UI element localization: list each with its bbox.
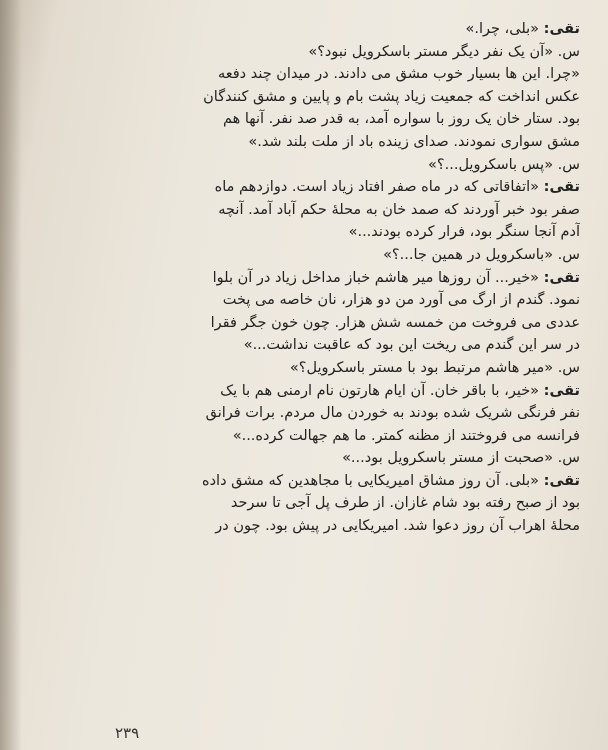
line-text: «بلی. آن روز مشاق امیریکایی با مجاهدین که مشق داده (201, 472, 544, 489)
text-line (80, 18, 580, 41)
text-line (80, 86, 580, 109)
text-line (80, 63, 580, 86)
line-text: س. «پس باسکرویل...؟» (428, 156, 580, 173)
text-line (80, 515, 580, 538)
text-line (80, 380, 580, 403)
line-text: «بلی، چرا.» (465, 21, 544, 37)
line-text: س. «باسکرویل در همین جا...؟» (383, 246, 580, 263)
line-text: مشق سواری نمودند. صدای زینده باد از ملت بلند شد.» (248, 133, 580, 150)
text-line (80, 244, 580, 267)
text-line (80, 41, 580, 64)
line-text: نفر فرنگی شریک شده بودند به خوردن مال مردم. برات فرانق (205, 405, 580, 422)
text-line (80, 312, 580, 335)
line-text: در سر این گندم می ریخت این بود که عاقبت نداشت...» (243, 337, 580, 354)
body-text (80, 18, 580, 538)
text-line (80, 357, 580, 380)
page-number: ۲۳۹ (115, 724, 140, 742)
line-text: صفر بود خبر آوردند که صمد خان به محلهٔ حکم آباد آمد. آنچه (218, 201, 580, 218)
line-text: نمود. گندم از ارگ می آورد من دو هزار، نان خاصه می پخت (222, 292, 580, 309)
line-text: محلهٔ اهراب آن روز دعوا شد. امیریکایی در پیش بود. چون در (215, 518, 580, 535)
text-line (80, 334, 580, 357)
speaker-label: تقی: (543, 472, 580, 489)
text-line (80, 131, 580, 154)
text-line (80, 199, 580, 222)
speaker-label: تقی: (543, 382, 580, 399)
text-line (80, 402, 580, 425)
text-line (80, 289, 580, 312)
text-line (80, 221, 580, 244)
text-line (80, 176, 580, 199)
text-line (80, 154, 580, 177)
text-line (80, 108, 580, 131)
speaker-label: تقی: (543, 179, 580, 196)
line-text: بود از صبح رفته بود شام غازان. از طرف پل آجی تا سرحد (230, 495, 580, 512)
text-line (80, 267, 580, 290)
line-text: «چرا. این ها بسیار خوب مشق می دادند. در میدان چند دفعه (217, 66, 580, 83)
text-line (80, 425, 580, 448)
line-text: «اتفاقاتی که در ماه صفر افتاد زیاد است. دوازدهم ماه (214, 179, 544, 196)
line-text: آدم آنجا سنگر بود، فرار کرده بودند...» (348, 224, 580, 241)
speaker-label: تقی: (543, 21, 580, 37)
line-text: فرانسه می فروختند از مظنه کمتر. ما هم جهالت کرده...» (232, 427, 580, 444)
line-text: س. «صحبت از مستر باسکرویل بود...» (342, 450, 580, 467)
line-text: «خیر، با باقر خان. آن ایام هارتون نام ارمنی هم با یک (220, 382, 544, 399)
text-line (80, 492, 580, 515)
binding-shadow (0, 0, 22, 750)
line-text: س. «آن یک نفر دیگر مستر باسکرویل نبود؟» (308, 43, 580, 60)
line-text: «خیر... آن روزها میر هاشم خباز مداخل زیاد در آن بلوا (212, 269, 544, 286)
speaker-label: تقی: (543, 269, 580, 286)
line-text: عددی می فروخت من خمسه شش هزار. چون خون جگر فقرا (210, 314, 580, 331)
text-line (80, 447, 580, 470)
text-line (80, 470, 580, 493)
line-text: س. «میر هاشم مرتبط بود با مستر باسکرویل؟» (289, 359, 580, 376)
line-text: عکس انداخت که جمعیت زیاد پشت بام و پایین و مشق کنندگان (203, 88, 580, 105)
line-text: بود. ستار خان یک روز با سواره آمد، به قدر صد نفر. آنها هم (222, 111, 580, 128)
